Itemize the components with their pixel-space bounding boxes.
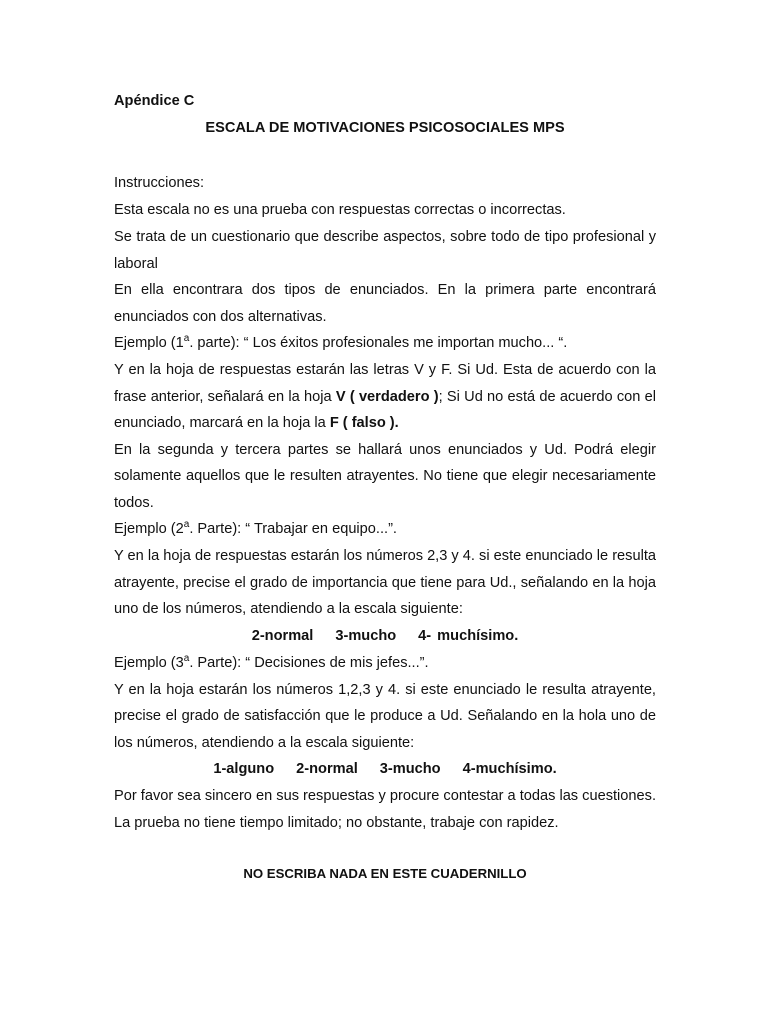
appendix-label: Apéndice C [114,93,195,109]
scale-2-item: 4-muchísimo. [462,761,557,777]
scale-1 [114,623,656,650]
scale-2-item: 2-normal [296,761,358,777]
scale-2-item: 1-alguno [213,761,275,777]
example-1-suffix: . parte): “ Los éxitos profesionales me importan mucho... “. [189,335,568,351]
example-3-suffix: . Parte): “ Decisiones de mis jefes...”. [189,654,429,671]
example-2-suffix: . Parte): “ Trabajar en equipo...”. [189,521,397,537]
paragraph-3: En ella encontrara dos tipos de enunciados. En la primera parte encontrará enunciados con dos alternativas. [114,282,656,325]
scale-2-item: 3-mucho [379,761,441,777]
scale-1-item: 2-normal [251,627,314,644]
example-3-prefix: Ejemplo (3 [114,654,184,671]
paragraph-7: Y en la hoja estarán los números 1,2,3 y 4. si este enunciado le resulta atrayente, precise el grado de satisfacción que le produce a Ud. Señalando en la hola uno de los números, atendiendo a la escala siguiente: [114,681,656,751]
example-1 [114,330,656,357]
true-option: V ( verdadero ) [335,388,439,405]
example-1-sup: a [183,333,190,345]
paragraph-2: Se trata de un cuestionario que describe aspectos, sobre todo de tipo profesional y laboral [114,229,656,272]
document-body [114,88,656,885]
spacer [114,141,656,170]
scale-2 [114,756,656,783]
instructions-heading: Instrucciones: [114,175,205,191]
example-3 [114,650,656,677]
false-option: F ( falso ). [329,415,399,431]
paragraph-1: Esta escala no es una prueba con respuestas correctas o incorrectas. [114,202,566,218]
paragraph-4-b: ; Si Ud no está de acuerdo con el enunciado, marcará en la hoja la [114,388,656,431]
example-2 [114,516,656,543]
example-2-sup: a [183,519,190,531]
scale-1-item: 4- muchísimo. [418,627,519,644]
footer-warning: NO ESCRIBA NADA EN ESTE CUADERNILLO [243,866,527,881]
paragraph-4-a: Y en la hoja de respuestas estarán las letras V y F. Si Ud. Esta de acuerdo con la frase anterior, señalará en la hoja [114,362,656,405]
paragraph-8: Por favor sea sincero en sus respuestas y procure contestar a todas las cuestiones. La prueba no tiene tiempo limitado; no obstante, trabaje con rapidez. [114,788,656,831]
example-2-prefix: Ejemplo (2 [114,521,184,537]
paragraph-4 [114,357,656,437]
paragraph-5: En la segunda y tercera partes se hallará unos enunciados y Ud. Podrá elegir solamente aquellos que le resulten atrayentes. No tiene que elegir necesariamente todos. [114,441,656,511]
document-title: ESCALA DE MOTIVACIONES PSICOSOCIALES MPS [205,120,565,136]
scale-1-item: 3-mucho [335,627,397,644]
example-3-sup: a [183,652,190,664]
example-1-prefix: Ejemplo (1 [114,335,184,351]
paragraph-6: Y en la hoja de respuestas estarán los números 2,3 y 4. si este enunciado le resulta atrayente, precise el grado de importancia que tiene para Ud., señalando en la hoja uno de los números, atendiendo a la escala siguiente: [114,548,656,617]
